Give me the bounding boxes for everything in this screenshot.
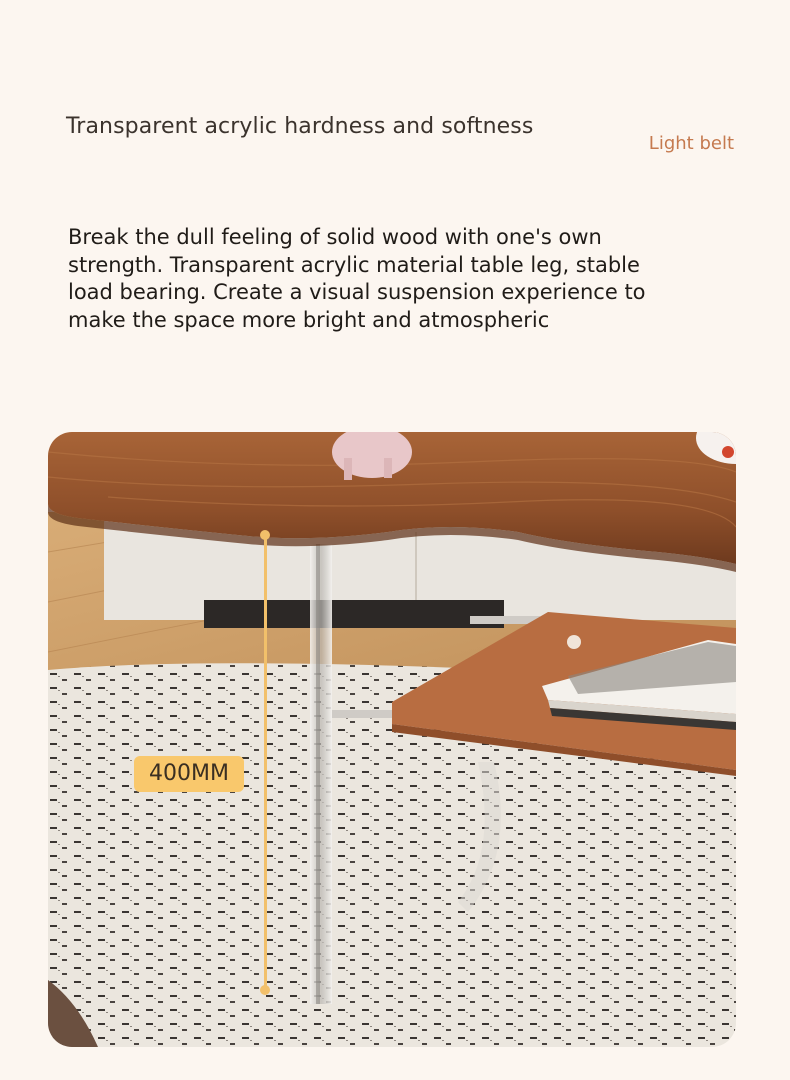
description-text: Break the dull feeling of solid wood with one's own strength. Transparent acrylic material table leg, stable load bearing. Create a visual suspension experience to make the space more bright and atmospheric [68,225,646,332]
product-photo [48,432,736,1047]
light-belt-tag: Light belt [648,133,734,154]
section-heading: Transparent acrylic hardness and softness [66,114,534,139]
dimension-bottom-dot [260,985,270,995]
dimension-top-dot [260,530,270,540]
height-dimension-label: 400MM [134,756,244,792]
height-dimension-line [264,534,267,990]
